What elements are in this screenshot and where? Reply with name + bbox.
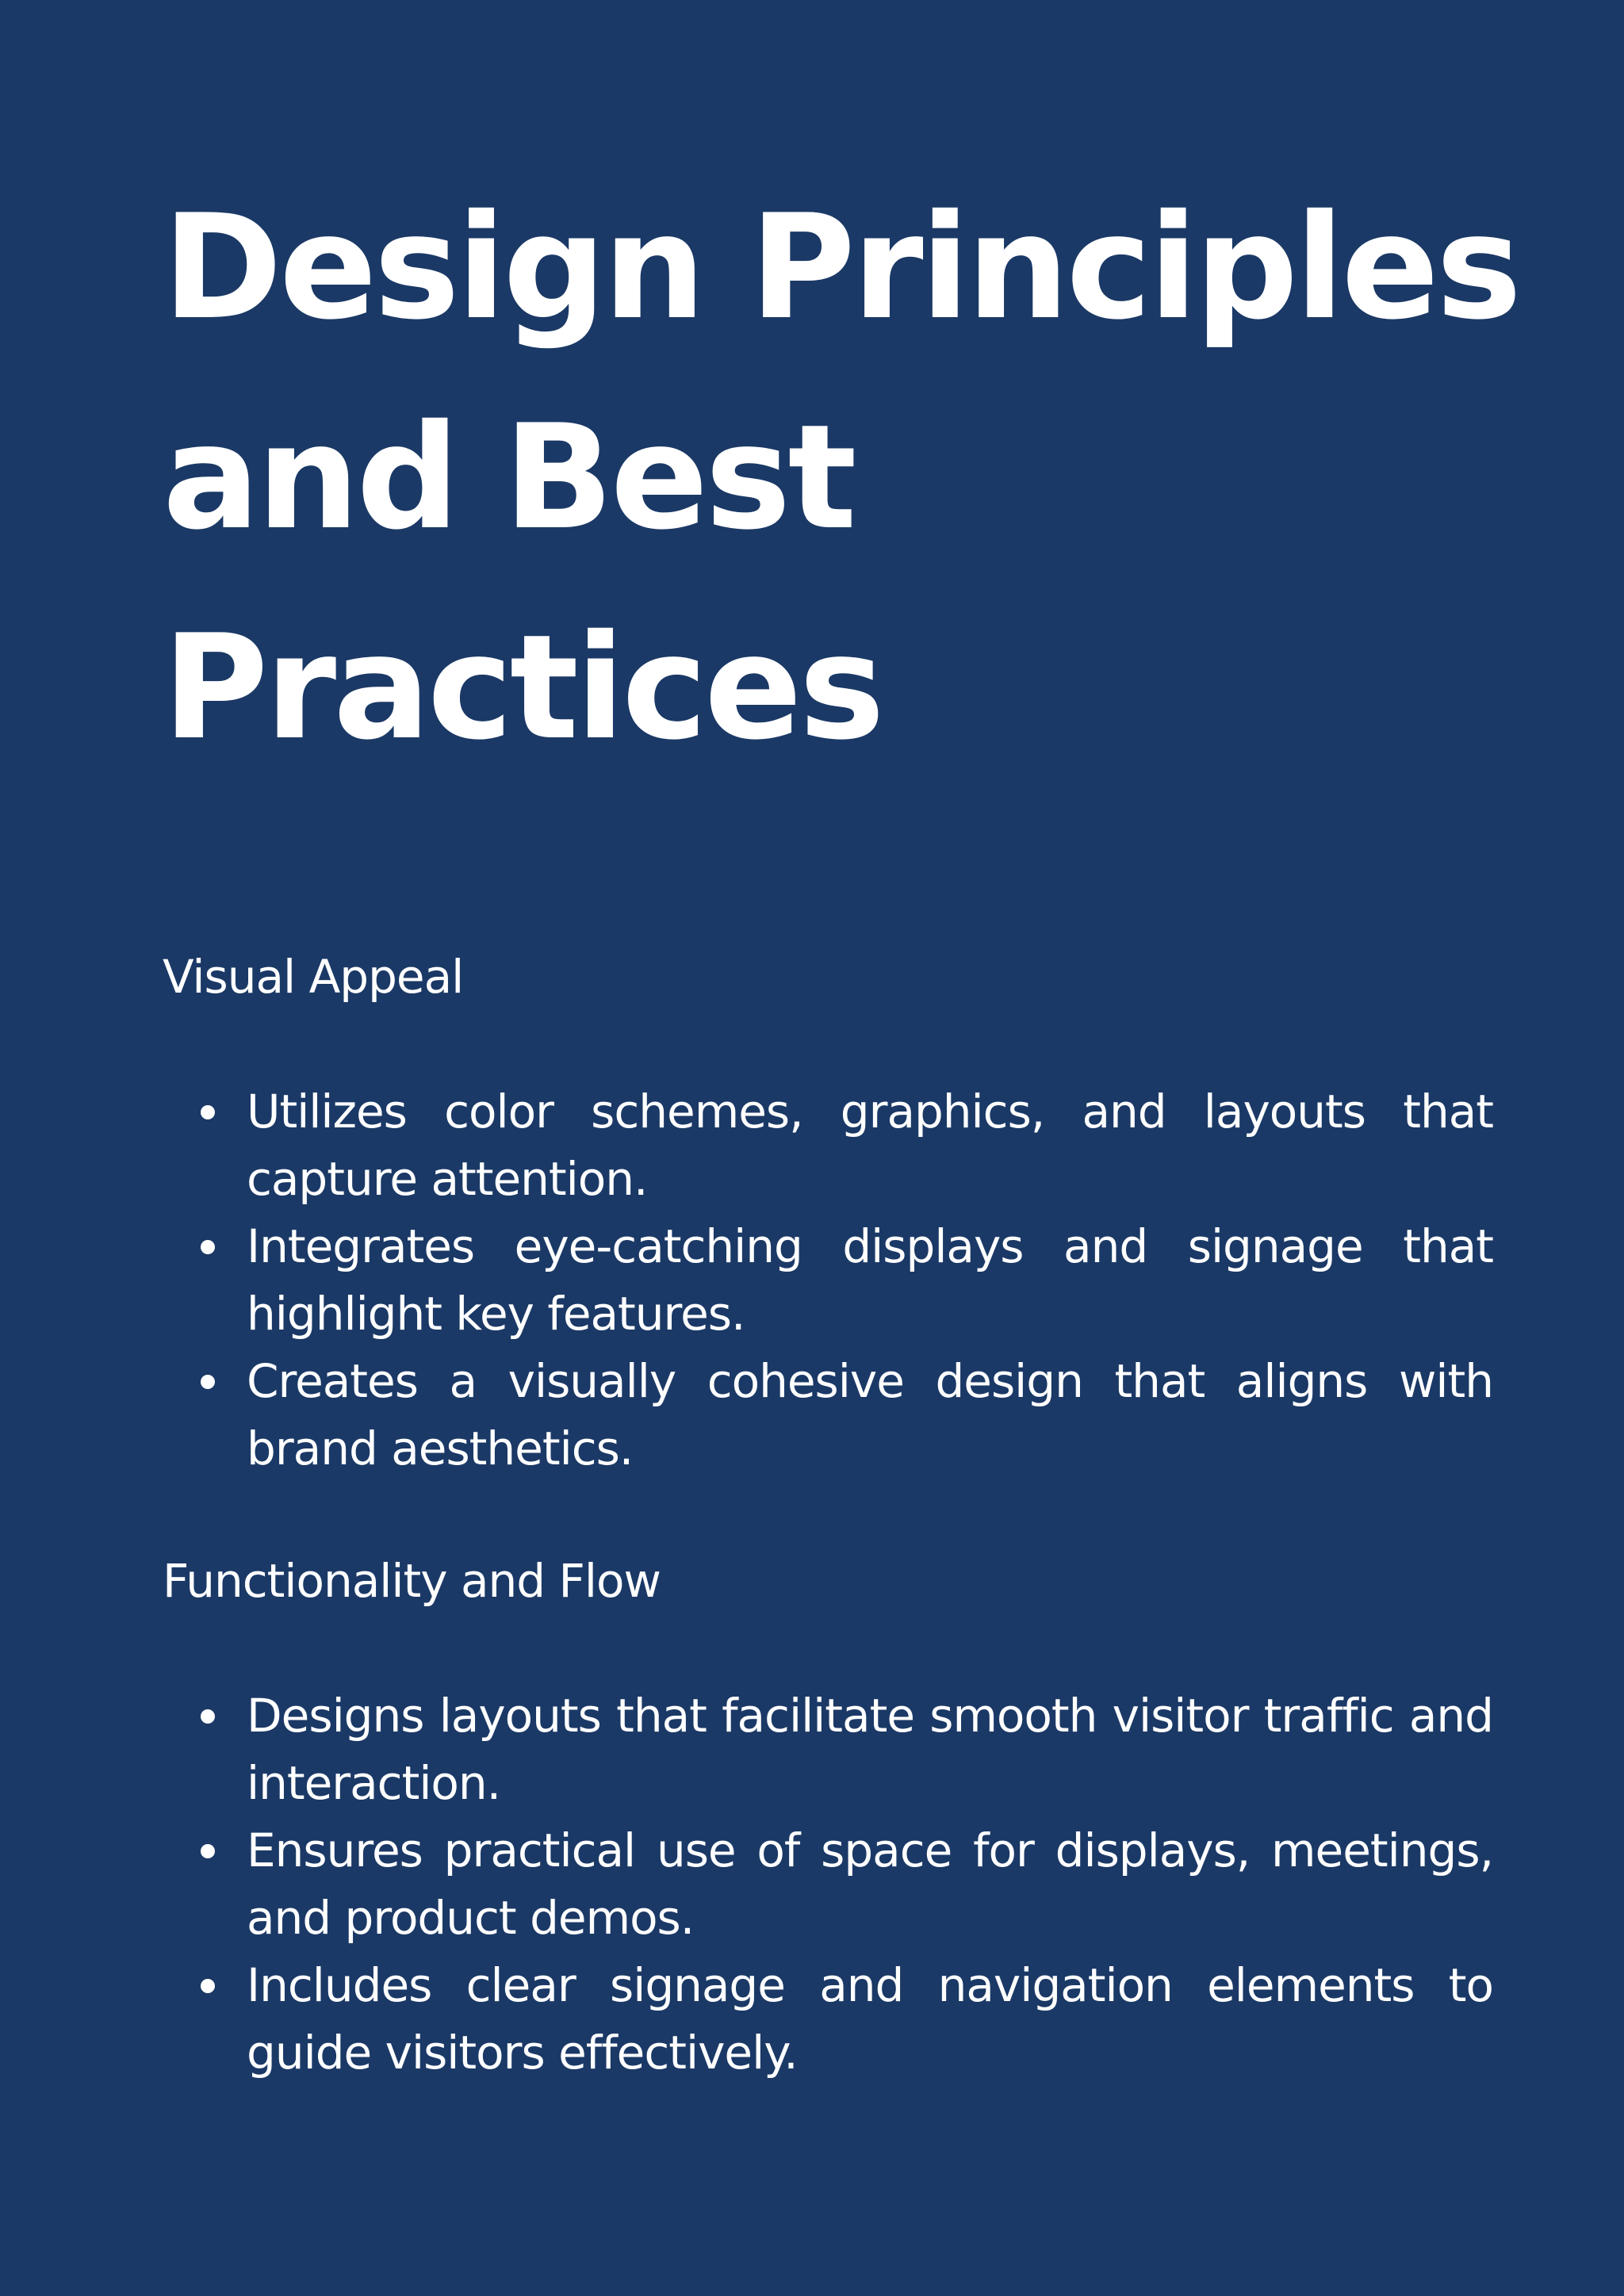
bullet-list <box>163 1078 1493 1483</box>
section-heading: Functionality and Flow <box>163 1554 661 1608</box>
title-line-1: Design Principles <box>163 183 1519 351</box>
list-item <box>163 1078 1493 1213</box>
list-item <box>163 1682 1493 1817</box>
list-item <box>163 1348 1493 1483</box>
list-item-text: Creates a visually cohesive design that aligns with brand aesthetics. <box>247 1354 1493 1475</box>
bullet-dot-icon <box>201 1105 215 1119</box>
bullet-list <box>163 1682 1493 2087</box>
page-title <box>163 163 1526 793</box>
section-functionality-and-flow <box>163 1548 1493 2087</box>
bullet-dot-icon <box>201 1709 215 1724</box>
bullet-dot-icon <box>201 1240 215 1254</box>
list-item-text: Integrates eye-catching displays and signage that highlight key features. <box>247 1219 1493 1341</box>
list-item-text: Ensures practical use of space for displays, meetings, and product demos. <box>247 1823 1493 1945</box>
list-item-text: Utilizes color schemes, graphics, and layouts that capture attention. <box>247 1085 1493 1206</box>
section-visual-appeal <box>163 943 1493 1483</box>
bullet-dot-icon <box>201 1844 215 1858</box>
title-line-3: Practices <box>163 603 882 771</box>
list-item <box>163 1952 1493 2087</box>
bullet-dot-icon <box>201 1375 215 1389</box>
section-heading: Visual Appeal <box>163 950 464 1004</box>
title-line-2: and Best <box>163 393 854 561</box>
bullet-dot-icon <box>201 1979 215 1993</box>
list-item-text: Includes clear signage and navigation elements to guide visitors effectively. <box>247 1958 1493 2080</box>
list-item-text: Designs layouts that facilitate smooth visitor traffic and interaction. <box>247 1689 1493 1810</box>
list-item <box>163 1817 1493 1952</box>
list-item <box>163 1213 1493 1348</box>
